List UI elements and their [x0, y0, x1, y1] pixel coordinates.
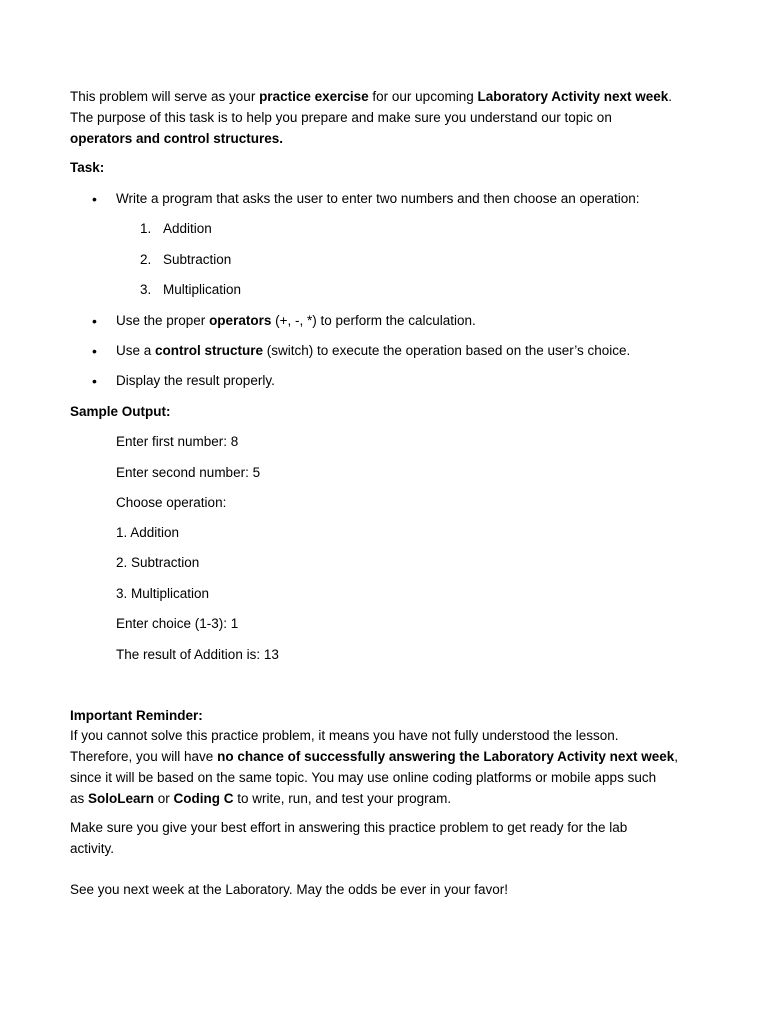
task-heading: [70, 159, 104, 177]
op-number: 1.: [140, 221, 152, 236]
task-item-4: Display the result properly.: [116, 373, 275, 388]
reminder-text: Therefore, you will have: [70, 749, 218, 764]
op-item: Multiplication: [163, 282, 242, 297]
sample-line: Choose operation:: [116, 495, 227, 510]
task-item-3: [116, 342, 630, 360]
bullet-icon: •: [92, 373, 97, 389]
intro-bold-lab: Laboratory Activity next week: [477, 89, 669, 104]
sample-line: 3. Multiplication: [116, 586, 210, 601]
sample-line: The result of Addition is: 13: [116, 647, 279, 662]
reminder-text: as: [70, 791, 89, 806]
reminder-line-5: Make sure you give your best effort in answering this practice problem to get ready for the lab: [70, 820, 628, 835]
intro-text: for our upcoming: [368, 89, 478, 104]
reminder-text: or: [154, 791, 174, 806]
reminder-heading-text: Important Reminder:: [70, 708, 203, 723]
sample-heading: [70, 403, 171, 421]
task-item-3-text: Use a: [116, 343, 156, 358]
intro-bold-practice: practice exercise: [259, 89, 369, 104]
intro-text: This problem will serve as your: [70, 89, 260, 104]
op-number: 2.: [140, 252, 152, 267]
task-item-3-bold: control structure: [155, 343, 264, 358]
reminder-line-6: activity.: [70, 841, 115, 856]
task-item-2-bold: operators: [209, 313, 272, 328]
closing-line: See you next week at the Laboratory. May the odds be ever in your favor!: [70, 882, 508, 897]
bullet-icon: •: [92, 343, 97, 359]
intro-text: .: [668, 89, 673, 104]
reminder-bold-sololearn: SoloLearn: [88, 791, 155, 806]
reminder-line-1: If you cannot solve this practice problem, it means you have not fully understood the lesson.: [70, 728, 619, 743]
reminder-text: ,: [674, 749, 678, 764]
sample-line: Enter second number: 5: [116, 465, 261, 480]
task-item-2-text: Use the proper: [116, 313, 210, 328]
reminder-line-3: since it will be based on the same topic. You may use online coding platforms or mobile apps such: [70, 770, 657, 785]
task-item-2: [116, 312, 476, 330]
reminder-heading: [70, 707, 203, 725]
task-item-1: Write a program that asks the user to enter two numbers and then choose an operation:: [116, 191, 640, 206]
sample-line: 2. Subtraction: [116, 555, 200, 570]
intro-line-1: [70, 88, 672, 106]
task-heading-text: Task:: [70, 160, 105, 175]
sample-line: Enter choice (1-3): 1: [116, 616, 239, 631]
reminder-line-2: [70, 748, 678, 766]
reminder-bold-codingc: Coding C: [173, 791, 234, 806]
sample-line: 1. Addition: [116, 525, 180, 540]
intro-line-2: The purpose of this task is to help you prepare and make sure you understand our topic on: [70, 110, 612, 125]
reminder-line-4: [70, 790, 451, 808]
sample-line: Enter first number: 8: [116, 434, 239, 449]
bullet-icon: •: [92, 191, 97, 207]
sample-heading-text: Sample Output:: [70, 404, 171, 419]
op-item: Subtraction: [163, 252, 232, 267]
op-item: Addition: [163, 221, 212, 236]
intro-line-3: [70, 130, 283, 148]
task-item-3-text: (switch) to execute the operation based on the user’s choice.: [263, 343, 631, 358]
intro-bold-topic: operators and control structures.: [70, 131, 284, 146]
task-item-2-text: (+, -, *) to perform the calculation.: [271, 313, 476, 328]
op-number: 3.: [140, 282, 152, 297]
reminder-text: to write, run, and test your program.: [233, 791, 452, 806]
reminder-bold: no chance of successfully answering the Laboratory Activity next week: [217, 749, 675, 764]
bullet-icon: •: [92, 313, 97, 329]
